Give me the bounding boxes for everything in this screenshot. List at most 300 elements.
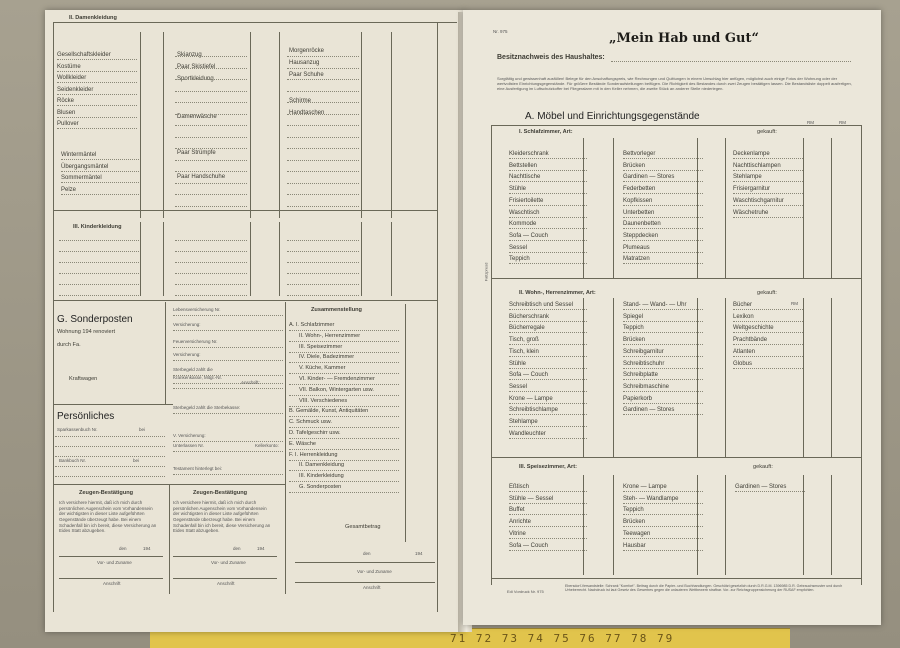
entry-line[interactable]: [623, 158, 703, 159]
form-item-label: bei: [133, 458, 140, 463]
entry-line[interactable]: [509, 526, 587, 527]
entry-line[interactable]: [59, 284, 139, 285]
entry-line[interactable]: [733, 332, 803, 333]
form-item-label: Teppich: [509, 256, 530, 263]
entry-line[interactable]: [623, 368, 703, 369]
entry-line[interactable]: [623, 414, 703, 415]
entry-line[interactable]: [57, 94, 137, 95]
column-line: [803, 138, 804, 278]
entry-line[interactable]: [733, 205, 803, 206]
form-item-label: Krone — Lampe: [509, 395, 553, 402]
entry-line[interactable]: [623, 321, 703, 322]
column-line: [725, 475, 726, 575]
form-item-label: Deckenlampe: [733, 151, 770, 157]
year-label: 194: [257, 546, 265, 551]
entry-line[interactable]: [289, 406, 399, 407]
entry-line[interactable]: [509, 181, 587, 182]
entry-line[interactable]: [57, 105, 137, 106]
section-divider: [491, 457, 861, 458]
column-line: [697, 475, 698, 575]
section-title-moebel: A. Möbel und Einrichtungsgegenstände: [525, 111, 700, 122]
entry-line[interactable]: [509, 263, 587, 264]
form-item-label: Gesellschaftskleider: [57, 52, 111, 58]
column-line: [831, 138, 832, 278]
entry-line[interactable]: [57, 117, 137, 118]
entry-line[interactable]: [509, 344, 587, 345]
form-item-label: Sparkassenbuch Nr.: [57, 427, 98, 432]
insurance-field-label: Lebensversicherung Nr.: [173, 307, 221, 312]
entry-line[interactable]: [289, 460, 399, 461]
column-line: [165, 302, 166, 404]
form-item-label: Matratzen: [623, 256, 650, 263]
entry-line[interactable]: [287, 262, 359, 263]
summary-item-label: II. Damenkleidung: [299, 462, 345, 469]
entry-line[interactable]: [509, 158, 587, 159]
entry-line[interactable]: [287, 56, 359, 57]
entry-line[interactable]: [175, 68, 247, 69]
summary-item-label: E. Wäsche: [289, 440, 317, 447]
entry-line[interactable]: [509, 205, 587, 206]
entry-line[interactable]: [733, 217, 803, 218]
frame-left: [53, 22, 54, 612]
entry-line[interactable]: [55, 476, 165, 477]
entry-line[interactable]: [509, 332, 587, 333]
insurance-field-label: V. Versicherung:: [173, 433, 206, 438]
form-item-label: Schreibplatte: [623, 372, 659, 379]
form-item-label: Stehlampe: [733, 174, 762, 181]
entry-line[interactable]: [173, 388, 283, 389]
entry-line[interactable]: [175, 262, 247, 263]
entry-line[interactable]: [55, 446, 165, 447]
entry-line[interactable]: [287, 183, 359, 184]
insurance-field-label: Sterbegeld zahlt die Sterbekasse:: [173, 405, 241, 410]
rule-line: [295, 582, 435, 583]
form-item-label: Tisch, groß: [509, 337, 539, 344]
form-item-label: Daunenbetten: [623, 221, 661, 228]
form-item-label: Bücher: [733, 302, 753, 308]
entry-line[interactable]: [733, 193, 803, 194]
publisher-logo: Edi Vordruck Nr. 975: [507, 589, 544, 594]
entry-line[interactable]: [289, 341, 399, 342]
entry-line[interactable]: [57, 128, 137, 129]
form-item-label: Stand- — Wand- — Uhr: [623, 302, 687, 308]
entry-line[interactable]: [623, 240, 703, 241]
column-line: [361, 222, 362, 296]
entry-line[interactable]: [623, 263, 703, 264]
entry-line[interactable]: [623, 503, 703, 504]
form-item-label: Schirme: [289, 98, 312, 104]
rule-line: [173, 556, 277, 557]
form-item-label: Teppich: [623, 325, 644, 332]
form-item-label: Pelze: [61, 186, 77, 193]
entry-line[interactable]: [623, 538, 703, 539]
entry-line[interactable]: [287, 251, 359, 252]
entry-line[interactable]: [509, 438, 587, 439]
entry-line[interactable]: [623, 193, 703, 194]
entry-line[interactable]: [733, 309, 803, 310]
entry-line[interactable]: [733, 158, 803, 159]
column-line: [250, 222, 251, 296]
currency-label: RM: [807, 120, 814, 125]
entry-line[interactable]: [289, 449, 399, 450]
entry-line[interactable]: [57, 59, 137, 60]
entry-line[interactable]: [733, 321, 803, 322]
section-title-sonderposten: G. Sonderposten: [57, 314, 133, 325]
entry-line[interactable]: [175, 160, 247, 161]
currency-label: RM: [791, 301, 798, 306]
entry-line[interactable]: [59, 273, 139, 274]
rule-line: [491, 125, 861, 126]
entry-line[interactable]: [289, 352, 399, 353]
form-item-label: Paar Skistiefel: [177, 64, 216, 70]
entry-line[interactable]: [735, 491, 805, 492]
side-label: Faltzpresd: [483, 262, 489, 282]
form-item-label: Krone — Lampe: [623, 484, 667, 490]
entry-line[interactable]: [175, 137, 247, 138]
column-line: [583, 138, 584, 278]
column-line: [250, 32, 251, 218]
section-title-damenkleidung: II. Damenkleidung: [69, 15, 117, 21]
entry-line[interactable]: [623, 252, 703, 253]
column-line: [163, 32, 164, 218]
witness-title: Zeugen-Bestätigung: [193, 490, 248, 496]
entry-line[interactable]: [289, 481, 399, 482]
form-item-label: Nachttischlampen: [733, 162, 781, 169]
currency-label: RM: [839, 120, 846, 125]
column-line: [831, 298, 832, 458]
entry-line[interactable]: [623, 514, 703, 515]
right-page: [463, 10, 881, 625]
entry-line[interactable]: [623, 217, 703, 218]
column-line: [725, 138, 726, 278]
left-page: [45, 10, 465, 632]
form-item-label: Kopfkissen: [623, 197, 653, 204]
form-item-label: Nachttische: [509, 174, 541, 181]
form-number: Nr. 975: [493, 29, 508, 34]
form-item-label: Waschtischgarnitur: [733, 197, 784, 204]
entry-line[interactable]: [57, 82, 137, 83]
entry-line[interactable]: [173, 474, 283, 475]
form-item-label: bei: [139, 427, 146, 432]
form-item-label: Sommermäntel: [61, 175, 102, 181]
entry-line[interactable]: [623, 379, 703, 380]
entry-line[interactable]: [59, 251, 139, 252]
form-item-label: Schreibtischuhr: [623, 360, 665, 367]
column-line: [583, 475, 584, 575]
form-item-label: Plumeaus: [623, 244, 650, 251]
entry-line[interactable]: [287, 125, 359, 126]
form-item-label: Handtaschen: [289, 110, 325, 116]
insurance-field-label: Versicherung:: [173, 352, 201, 357]
entry-line[interactable]: [509, 426, 587, 427]
entry-line[interactable]: [175, 148, 247, 149]
column-line: [613, 138, 614, 278]
entry-line[interactable]: [61, 194, 139, 195]
form-item-label: Röcke: [57, 98, 75, 104]
entry-line[interactable]: [509, 170, 587, 171]
form-item-label: Stühle: [509, 186, 527, 193]
date-label: den: [363, 551, 371, 556]
entry-line[interactable]: [623, 170, 703, 171]
entry-line[interactable]: [509, 514, 587, 515]
form-item-label: Sessel: [509, 244, 528, 251]
form-item-label: Paar Handschuhe: [177, 174, 226, 180]
form-item-label: Wohnung 194 renoviert: [57, 329, 116, 335]
form-item-label: Lexikon: [733, 313, 754, 320]
form-item-label: Sofa — Couch: [509, 232, 549, 239]
entry-line[interactable]: [509, 228, 587, 229]
column-line: [613, 475, 614, 575]
form-item-label: Eßtisch: [509, 484, 530, 490]
entry-line[interactable]: [289, 395, 399, 396]
form-item-label: Skianzug: [177, 52, 202, 58]
summary-item-label: VIII. Verschiedenes: [299, 397, 348, 404]
entry-line[interactable]: [509, 414, 587, 415]
entry-line[interactable]: [61, 171, 139, 172]
summary-item-label: III. Speisezimmer: [299, 343, 343, 350]
form-item-label: Federbetten: [623, 186, 656, 193]
form-item-label: Stühle: [509, 360, 527, 367]
form-item-label: Sportkleidung: [177, 76, 214, 82]
summary-item-label: VI. Kinder- — Fremdenzimmer: [299, 376, 375, 382]
entry-line[interactable]: [509, 491, 587, 492]
entry-line[interactable]: [173, 413, 283, 414]
form-item-label: Sofa — Couch: [509, 372, 549, 379]
entry-line[interactable]: [509, 217, 587, 218]
entry-line[interactable]: [509, 356, 587, 357]
entry-line[interactable]: [623, 332, 703, 333]
entry-line[interactable]: [59, 295, 139, 296]
entry-line[interactable]: [289, 362, 399, 363]
room-title-speisezimmer: III. Speisezimmer, Art:: [519, 464, 577, 470]
section-title-persoenliches: Persönliches: [57, 411, 115, 422]
entry-line[interactable]: [509, 321, 587, 322]
section-divider: [53, 210, 437, 211]
column-line: [803, 298, 804, 458]
entry-line[interactable]: [173, 451, 283, 452]
entry-line[interactable]: [175, 284, 247, 285]
entry-line[interactable]: [287, 273, 359, 274]
entry-line[interactable]: [509, 240, 587, 241]
form-item-label: Bettvorleger: [623, 151, 656, 157]
form-item-label: Prachtbände: [733, 337, 768, 344]
form-item-label: Vitrine: [509, 530, 526, 537]
entry-line[interactable]: [175, 56, 247, 57]
entry-line[interactable]: [289, 373, 399, 374]
entry-line[interactable]: [173, 347, 283, 348]
entry-line[interactable]: [287, 68, 359, 69]
summary-item-label: F. I. Herrenkleidung: [289, 451, 338, 458]
form-item-label: Steh- — Wandlampe: [623, 495, 679, 502]
summary-total-label: Gesamtbetrag: [345, 524, 381, 530]
entry-line[interactable]: [623, 228, 703, 229]
summary-item-label: A. I. Schlafzimmer: [289, 322, 335, 328]
form-item-label: Schreibgarnitur: [623, 348, 664, 355]
form-item-label: Sessel: [509, 383, 528, 390]
entry-line[interactable]: [289, 330, 399, 331]
rule-line: [59, 556, 163, 557]
entry-line[interactable]: [173, 441, 283, 442]
entry-line[interactable]: [173, 360, 283, 361]
entry-line[interactable]: [175, 79, 247, 80]
year-label: 194: [415, 551, 423, 556]
entry-line[interactable]: [287, 79, 359, 80]
column-line: [697, 298, 698, 458]
entry-line[interactable]: [509, 193, 587, 194]
entry-line[interactable]: [289, 384, 399, 385]
entry-line[interactable]: [733, 181, 803, 182]
summary-item-label: III. Kinderkleidung: [299, 473, 344, 480]
form-item-label: durch Fa.: [57, 342, 81, 348]
entry-line[interactable]: [509, 368, 587, 369]
entry-line[interactable]: [57, 71, 137, 72]
summary-item-label: C. Schmuck usw.: [289, 419, 332, 426]
room-title-wohnzimmer: II. Wohn-, Herrenzimmer, Art:: [519, 290, 596, 296]
form-item-label: Brücken: [623, 337, 646, 344]
summary-item-label: G. Sonderposten: [299, 484, 342, 490]
entry-line[interactable]: [173, 315, 283, 316]
entry-line[interactable]: [55, 436, 165, 437]
form-item-label: Übergangsmäntel: [61, 163, 109, 170]
entry-line[interactable]: [509, 391, 587, 392]
entry-line[interactable]: [287, 295, 359, 296]
column-line: [583, 298, 584, 458]
entry-line[interactable]: [287, 206, 359, 207]
witness-text: Ich versichere hiermit, daß ich mich durch persönlichen Augenschein vom Vorhandensein der wichtigsten in dieser Liste aufgeführten Gegenstände überzeugt habe. Bei einem Schadenfall bin ich bereit, diese Versicherung an Eides Statt abzugeben.: [173, 500, 271, 534]
summary-item-label: VII. Balkon, Wintergarten usw.: [299, 386, 374, 393]
entry-line[interactable]: [287, 284, 359, 285]
entry-line[interactable]: [55, 466, 165, 467]
entry-line[interactable]: [289, 492, 399, 493]
form-item-label: Waschtisch: [509, 209, 540, 216]
form-item-label: Kostüme: [57, 63, 81, 70]
date-label: den: [119, 546, 127, 551]
section-divider: [53, 300, 437, 301]
entry-line[interactable]: [287, 240, 359, 241]
form-item-label: Bücherschrank: [509, 313, 550, 320]
entry-line[interactable]: [623, 491, 703, 492]
entry-line[interactable]: [289, 416, 399, 417]
entry-line[interactable]: [175, 125, 247, 126]
entry-line[interactable]: [59, 262, 139, 263]
document-title: „Mein Hab und Gut“: [609, 31, 759, 46]
entry-line[interactable]: [175, 295, 247, 296]
entry-line[interactable]: [623, 391, 703, 392]
column-line: [405, 304, 406, 542]
entry-line[interactable]: [289, 427, 399, 428]
entry-line[interactable]: [623, 309, 703, 310]
form-item-label: Wandleuchter: [509, 430, 546, 437]
entry-line[interactable]: [175, 194, 247, 195]
entry-line[interactable]: [55, 456, 165, 457]
form-item-label: Brücken: [623, 519, 646, 526]
form-item-label: Kraftwagen: [69, 376, 98, 382]
form-item-label: Brücken: [623, 162, 646, 169]
summary-item-label: V. Küche, Kammer: [299, 365, 346, 372]
section-divider: [491, 578, 861, 579]
entry-line[interactable]: [287, 102, 359, 103]
form-item-label: Kleiderschrank: [509, 151, 549, 157]
form-item-label: Weltgeschichte: [733, 325, 774, 332]
entry-line[interactable]: [623, 550, 703, 551]
entry-line[interactable]: [175, 251, 247, 252]
entry-line[interactable]: [509, 538, 587, 539]
entry-line[interactable]: [61, 159, 139, 160]
form-item-label: Gardinen — Stores: [623, 174, 675, 181]
rule-line: [295, 562, 435, 563]
entry-line[interactable]: [509, 550, 587, 551]
purchased-label: gekauft:: [757, 129, 777, 135]
entry-line[interactable]: [175, 102, 247, 103]
form-item-label: Spiegel: [623, 313, 644, 320]
form-item-label: Morgenröcke: [289, 48, 325, 54]
entry-line[interactable]: [289, 438, 399, 439]
form-item-label: Schreibtisch und Sessel: [509, 302, 574, 308]
entry-line[interactable]: [733, 344, 803, 345]
entry-line[interactable]: [175, 240, 247, 241]
form-item-label: Hausbar: [623, 542, 646, 549]
column-line: [831, 475, 832, 575]
entry-line[interactable]: [287, 91, 359, 92]
signature-label: Vor- und Zuname: [211, 560, 246, 565]
entry-line[interactable]: [287, 148, 359, 149]
entry-line[interactable]: [175, 273, 247, 274]
column-line: [391, 32, 392, 218]
entry-line[interactable]: [287, 171, 359, 172]
form-item-label: Paar Strümpfe: [177, 150, 216, 156]
entry-line[interactable]: [733, 368, 803, 369]
entry-line[interactable]: [175, 114, 247, 115]
entry-line[interactable]: [623, 356, 703, 357]
insurance-field-label: Anschrift:: [241, 380, 260, 385]
entry-line[interactable]: [509, 503, 587, 504]
form-item-label: Damenwäsche: [177, 114, 217, 120]
entry-line[interactable]: [287, 114, 359, 115]
entry-line[interactable]: [509, 403, 587, 404]
form-item-label: Bücherregale: [509, 325, 545, 332]
entry-line[interactable]: [623, 205, 703, 206]
entry-line[interactable]: [175, 206, 247, 207]
entry-line[interactable]: [509, 379, 587, 380]
entry-line[interactable]: [509, 309, 587, 310]
column-line: [285, 302, 286, 594]
entry-line[interactable]: [509, 252, 587, 253]
entry-line[interactable]: [287, 137, 359, 138]
signature-label: Vor- und Zuname: [97, 560, 132, 565]
entry-line[interactable]: [623, 526, 703, 527]
form-item-label: Globus: [733, 360, 753, 367]
entry-line[interactable]: [287, 160, 359, 161]
entry-line[interactable]: [61, 182, 139, 183]
entry-line[interactable]: [623, 344, 703, 345]
entry-line[interactable]: [175, 183, 247, 184]
entry-line[interactable]: [733, 170, 803, 171]
entry-line[interactable]: [173, 330, 283, 331]
entry-line[interactable]: [733, 356, 803, 357]
entry-line[interactable]: [59, 240, 139, 241]
entry-line[interactable]: [287, 194, 359, 195]
entry-line[interactable]: [611, 61, 851, 62]
entry-line[interactable]: [623, 403, 703, 404]
entry-line[interactable]: [175, 91, 247, 92]
form-item-label: Sofa — Couch: [509, 542, 549, 549]
entry-line[interactable]: [175, 171, 247, 172]
entry-line[interactable]: [623, 181, 703, 182]
entry-line[interactable]: [289, 470, 399, 471]
frame-top: [53, 22, 457, 23]
column-line: [279, 32, 280, 218]
form-item-label: Stühle — Sessel: [509, 495, 554, 502]
